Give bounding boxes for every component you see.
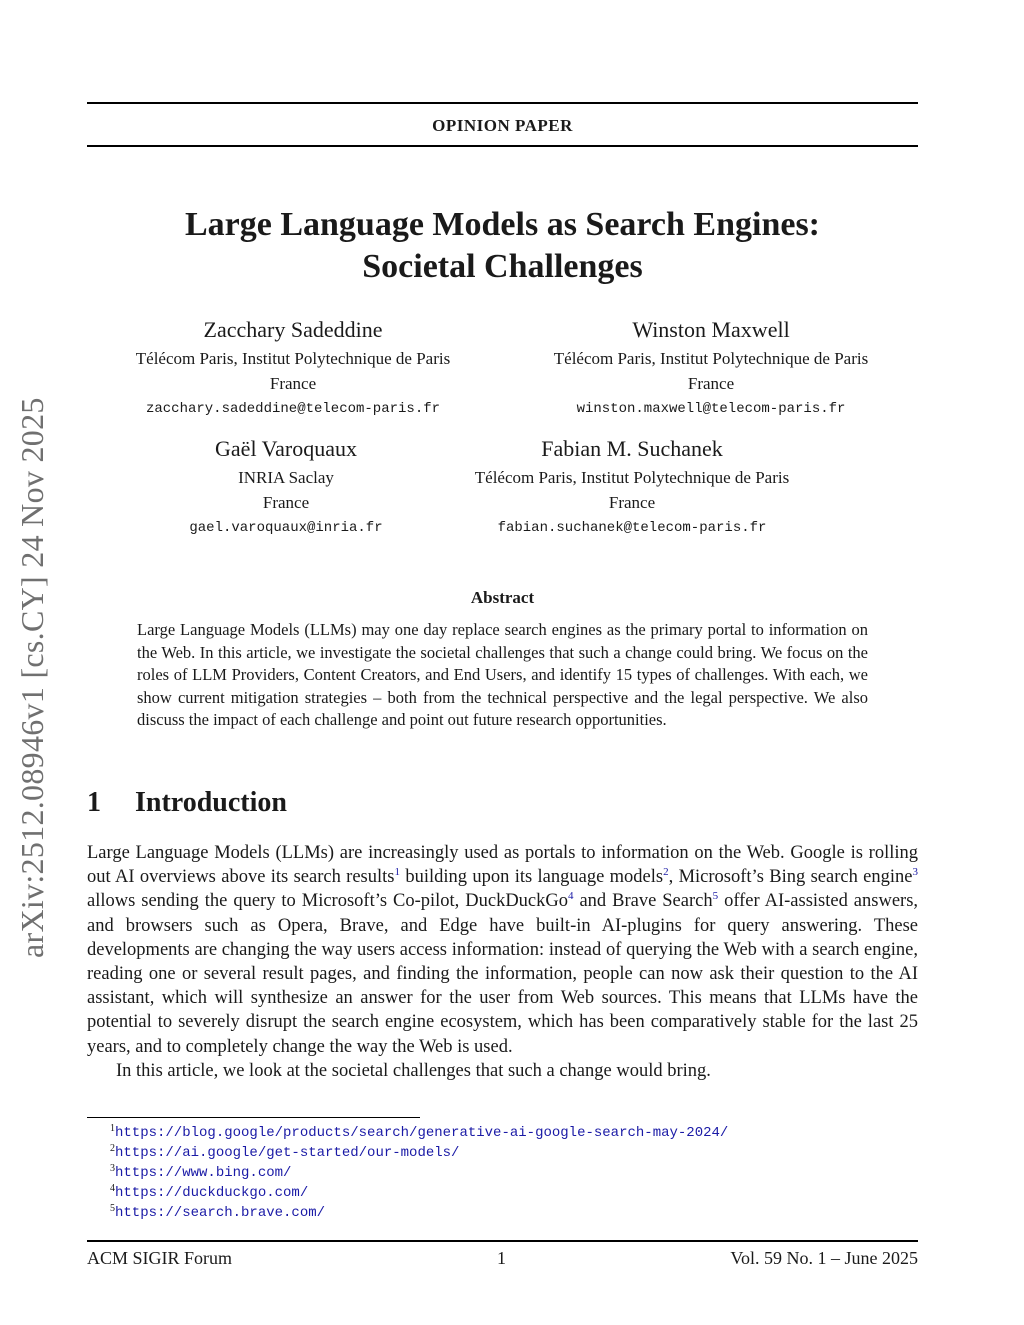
paper-title-line-2: Societal Challenges [362, 248, 643, 285]
footer-page-number: 1 [497, 1248, 506, 1268]
author-name: Fabian M. Suchanek [541, 436, 723, 461]
author-country: France [687, 374, 735, 393]
body-paragraph: In this article, we look at the societal challenges that such a change would bring. [116, 1060, 711, 1081]
abstract-heading: Abstract [470, 588, 535, 607]
author-country: France [262, 493, 310, 512]
section-number: 1 [87, 787, 101, 818]
footnote-mark: 4 [110, 1183, 115, 1194]
author-block [432, 434, 832, 541]
section-heading [87, 787, 287, 819]
paper-type-label: OPINION PAPER [432, 116, 573, 135]
body-text-run: Large Language Models (LLMs) are increasingly used as portals to information on the Web. Google is rolling out AI overviews above its search results [87, 843, 918, 888]
author-block [93, 315, 493, 422]
footnote [110, 1183, 728, 1203]
footnote-mark: 5 [110, 1203, 115, 1214]
header-top-rule [87, 102, 918, 104]
author-email[interactable]: gael.varoquaux@inria.fr [189, 520, 383, 536]
author-affiliation: INRIA Saclay [238, 468, 334, 487]
footnote [110, 1143, 728, 1163]
footnote [110, 1163, 728, 1183]
footnote-separator [87, 1117, 420, 1118]
author-block [136, 434, 436, 541]
author-email[interactable]: fabian.suchanek@telecom-paris.fr [497, 520, 767, 536]
arxiv-stamp: arXiv:2512.08946v1 [cs.CY] 24 Nov 2025 [14, 397, 50, 958]
footnote-mark: 3 [110, 1163, 115, 1174]
footnote-link[interactable]: https://duckduckgo.com/ [115, 1185, 309, 1201]
footer-venue: ACM SIGIR Forum [87, 1248, 233, 1268]
author-name: Gaël Varoquaux [215, 436, 357, 461]
body-text-run: offer AI-assisted answers, and browsers such as Opera, Brave, and Edge have built-in AI-plugins for query answering. These developments are changing the way users access information: instead of querying the Web with a search engine, reading one or several result pages, and finding the information, people can now ask their question to the AI assistant, which will synthesize an answer for the user from Web sources. This means that LLMs have the potential to severely disrupt the search engine ecosystem, which has been comparatively stable for the last 25 years, and to completely change the way the Web is used. [87, 891, 919, 1057]
body-paragraph [87, 841, 918, 1059]
author-country: France [269, 374, 317, 393]
footnote-ref[interactable]: 3 [912, 866, 918, 879]
author-block [511, 315, 911, 422]
section-body [87, 841, 918, 1083]
abstract-text: Large Language Models (LLMs) may one day replace search engines as the primary portal to information on the Web. In this article, we investigate the societal challenges that such a change could bring. We focus on the roles of LLM Providers, Content Creators, and End Users, and identify 15 types of challenges. With each, we show current mitigation strategies – both from the technical perspective and the legal perspective. We also discuss the impact of each challenge and point out future research opportunities. [137, 620, 868, 729]
footnote [110, 1203, 728, 1223]
paper-title-line-1: Large Language Models as Search Engines: [184, 206, 820, 243]
body-text-run: , Microsoft’s Bing search engine [668, 867, 913, 888]
footnote-link[interactable]: https://search.brave.com/ [115, 1205, 326, 1221]
author-country: France [608, 493, 656, 512]
author-affiliation: Télécom Paris, Institut Polytechnique de Paris [135, 349, 451, 368]
author-name: Zacchary Sadeddine [203, 317, 383, 342]
footnote-link[interactable]: https://www.bing.com/ [115, 1165, 292, 1181]
header-bottom-rule [87, 145, 918, 147]
footnote-mark: 1 [110, 1123, 115, 1134]
author-name: Winston Maxwell [632, 317, 790, 342]
author-affiliation: Télécom Paris, Institut Polytechnique de Paris [474, 468, 790, 487]
footnote-link[interactable]: https://ai.google/get-started/our-models/ [115, 1145, 460, 1161]
footnote [110, 1123, 728, 1143]
footer-rule [87, 1240, 918, 1242]
body-text-run: building upon its language models [399, 867, 664, 888]
footnote-link[interactable]: https://blog.google/products/search/generative-ai-google-search-may-2024/ [115, 1125, 729, 1141]
footnote-ref[interactable]: 2 [663, 866, 669, 879]
footnote-ref[interactable]: 4 [568, 890, 574, 903]
body-text-run: allows sending the query to Microsoft’s Co-pilot, DuckDuckGo [87, 891, 569, 912]
footnote-mark: 2 [110, 1143, 115, 1154]
footnotes [110, 1123, 728, 1223]
body-text-run: and Brave Search [573, 891, 713, 912]
footnote-ref[interactable]: 5 [712, 890, 719, 903]
section-title: Introduction [135, 787, 287, 818]
author-email[interactable]: winston.maxwell@telecom-paris.fr [576, 401, 846, 417]
author-affiliation: Télécom Paris, Institut Polytechnique de Paris [553, 349, 869, 368]
author-email[interactable]: zacchary.sadeddine@telecom-paris.fr [145, 401, 441, 417]
paper-title [87, 204, 918, 288]
footnote-ref[interactable]: 1 [394, 866, 400, 879]
footer-volume: Vol. 59 No. 1 – June 2025 [730, 1248, 918, 1268]
